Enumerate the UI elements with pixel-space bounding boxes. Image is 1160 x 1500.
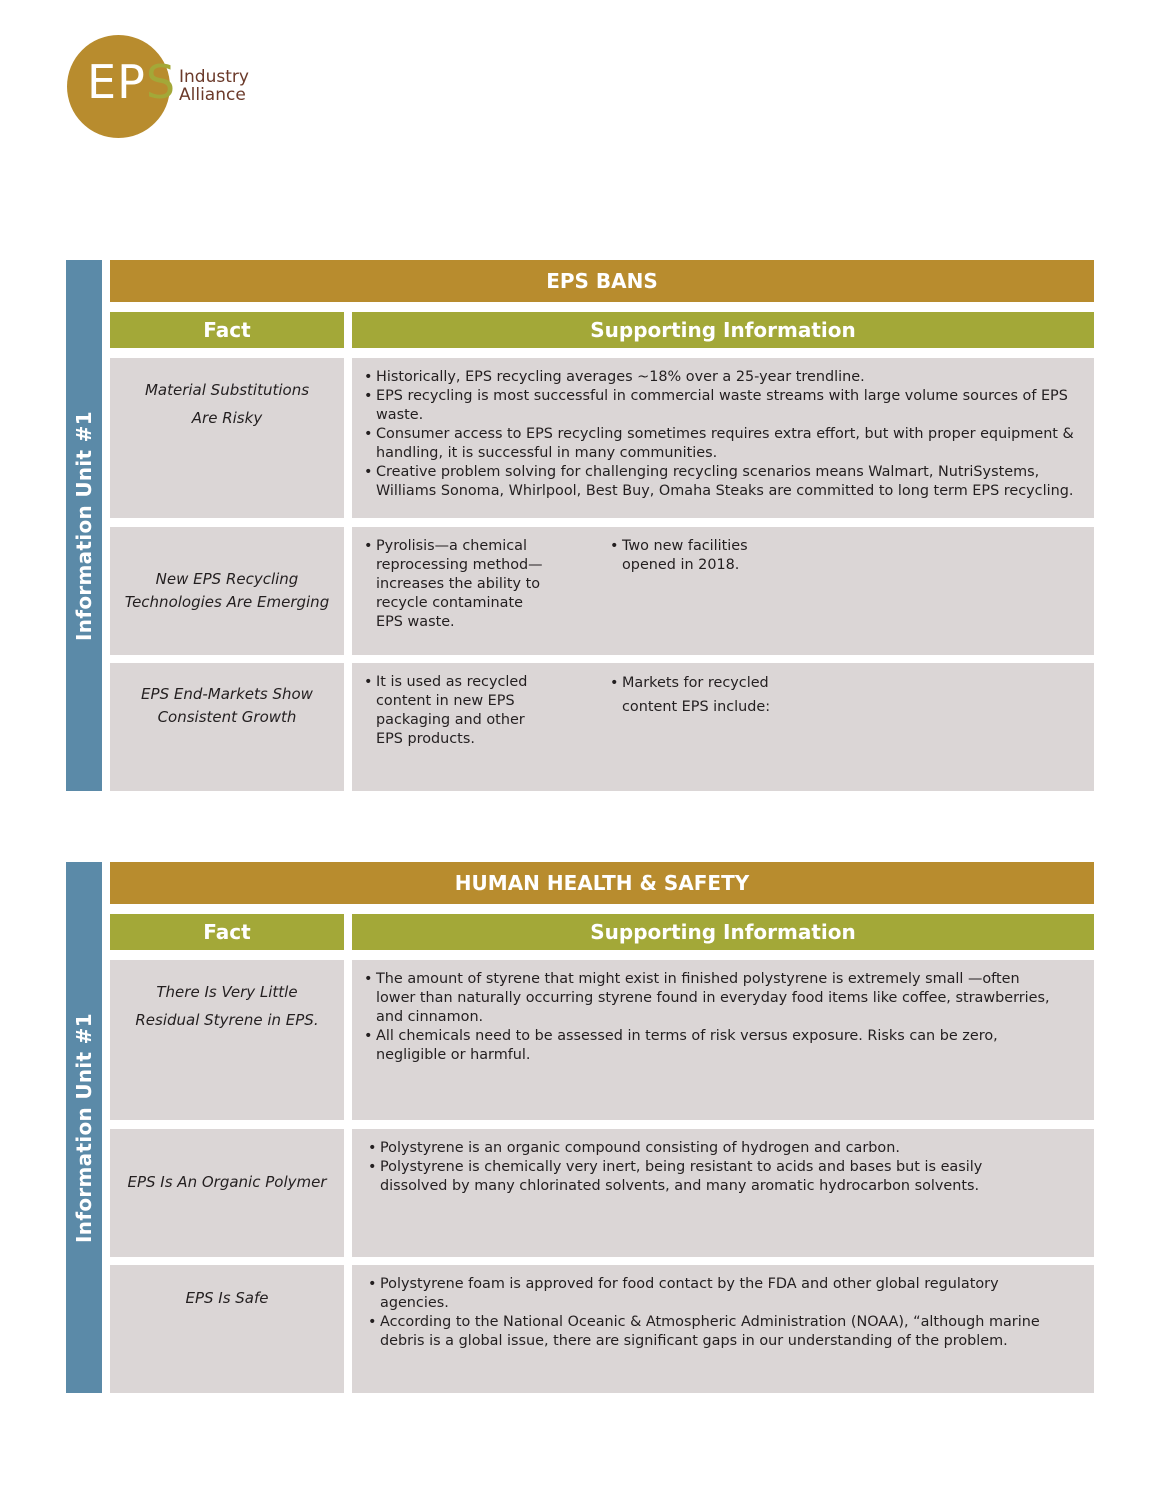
fact-cell — [110, 358, 344, 518]
side-bar — [66, 260, 102, 791]
fact-text — [125, 978, 328, 1034]
fact-line: EPS Is An Organic Polymer — [127, 1173, 327, 1191]
side-label: Information Unit #1 — [72, 1012, 96, 1243]
fact-line: EPS Is Safe — [185, 1289, 269, 1307]
fact-cell — [110, 527, 344, 655]
fact-text — [131, 683, 323, 729]
fact-line: Are Risky — [191, 409, 263, 427]
bullet-item: • Historically, EPS recycling averages ~18% over a 25-year trendline. — [364, 368, 1080, 387]
supporting-info-header: Supporting Information — [352, 914, 1094, 950]
logo-mark-left: EP — [87, 55, 146, 109]
info-cell — [352, 663, 1094, 791]
info-cell — [352, 358, 1094, 518]
fact-line: There Is Very Little — [156, 983, 298, 1001]
bullet-item: • Consumer access to EPS recycling sometimes requires extra effort, but with proper equipment & handling, it is successful in many communities. — [364, 425, 1080, 463]
fact-text — [117, 1171, 336, 1194]
bullet-item: • Markets for recycled content EPS include: — [610, 671, 782, 719]
side-label: Information Unit #1 — [72, 410, 96, 641]
bullet-item: • Pyrolisis—a chemical reprocessing method—increases the ability to recycle contaminate EPS waste. — [364, 537, 554, 632]
fact-text — [175, 1287, 278, 1310]
fact-line: EPS End-Markets Show — [141, 685, 313, 703]
eps-bans-section — [66, 260, 1094, 791]
fact-cell — [110, 960, 344, 1120]
bullet-item: • It is used as recycled content in new EPS packaging and other EPS products. — [364, 673, 536, 749]
info-cell — [352, 527, 1094, 655]
bullet-list — [364, 970, 1054, 1065]
logo-mark-right: S — [145, 55, 177, 109]
bullet-item: • EPS recycling is most successful in commercial waste streams with large volume sources of EPS waste. — [364, 387, 1080, 425]
human-health-safety-section — [66, 862, 1094, 1393]
fact-line: New EPS Recycling — [155, 570, 299, 588]
two-column-bullets — [364, 537, 1080, 632]
side-bar — [66, 862, 102, 1393]
fact-header: Fact — [110, 914, 344, 950]
fact-header: Fact — [110, 312, 344, 348]
bullet-item: • The amount of styrene that might exist in finished polystyrene is extremely small —often lower than naturally occurring styrene found in everyday food items like coffee, strawberries, and cinnamon. — [364, 970, 1054, 1027]
fact-cell — [110, 1129, 344, 1257]
info-cell — [352, 1129, 1094, 1257]
fact-cell — [110, 663, 344, 791]
fact-line: Consistent Growth — [157, 708, 297, 726]
logo-line-2: Alliance — [179, 85, 246, 105]
fact-line: Material Substitutions — [144, 381, 310, 399]
bullet-item: • Polystyrene foam is approved for food contact by the FDA and other global regulatory agencies. — [368, 1275, 1048, 1313]
eps-industry-alliance-logo — [67, 35, 267, 139]
supporting-info-header: Supporting Information — [352, 312, 1094, 348]
info-cell — [352, 1265, 1094, 1393]
bullet-list — [364, 673, 610, 749]
info-cell — [352, 960, 1094, 1120]
bullet-list — [368, 1139, 1048, 1196]
bullet-list — [610, 537, 810, 632]
two-column-bullets — [364, 673, 1080, 749]
section-title: HUMAN HEALTH & SAFETY — [110, 862, 1094, 904]
bullet-list — [610, 673, 810, 749]
logo-tagline — [179, 68, 249, 104]
bullet-item: • Creative problem solving for challenging recycling scenarios means Walmart, NutriSystems, Williams Sonoma, Whirlpool, Best Buy, Omaha Steaks are committed to long term EPS recycling. — [364, 463, 1080, 501]
bullet-item: • All chemicals need to be assessed in terms of risk versus exposure. Risks can be zero, negligible or harmful. — [364, 1027, 1054, 1065]
fact-line: Residual Styrene in EPS. — [135, 1011, 319, 1029]
fact-line: Technologies Are Emerging — [124, 593, 330, 611]
bullet-item: • According to the National Oceanic & Atmospheric Administration (NOAA), “although marine debris is a global issue, there are significant gaps in our understanding of the problem. — [368, 1313, 1048, 1351]
bullet-list — [364, 368, 1080, 501]
bullet-list — [368, 1275, 1048, 1351]
fact-text — [115, 568, 339, 614]
logo-mark — [87, 55, 177, 109]
fact-cell — [110, 1265, 344, 1393]
bullet-list — [364, 537, 610, 632]
bullet-item: • Polystyrene is chemically very inert, being resistant to acids and bases but is easily dissolved by many chlorinated solvents, and many aromatic hydrocarbon solvents. — [368, 1158, 1048, 1196]
logo-line-1: Industry — [179, 67, 249, 87]
fact-text — [135, 376, 319, 432]
bullet-item: • Two new facilities opened in 2018. — [610, 537, 772, 575]
bullet-item: • Polystyrene is an organic compound consisting of hydrogen and carbon. — [368, 1139, 1048, 1158]
section-title: EPS BANS — [110, 260, 1094, 302]
